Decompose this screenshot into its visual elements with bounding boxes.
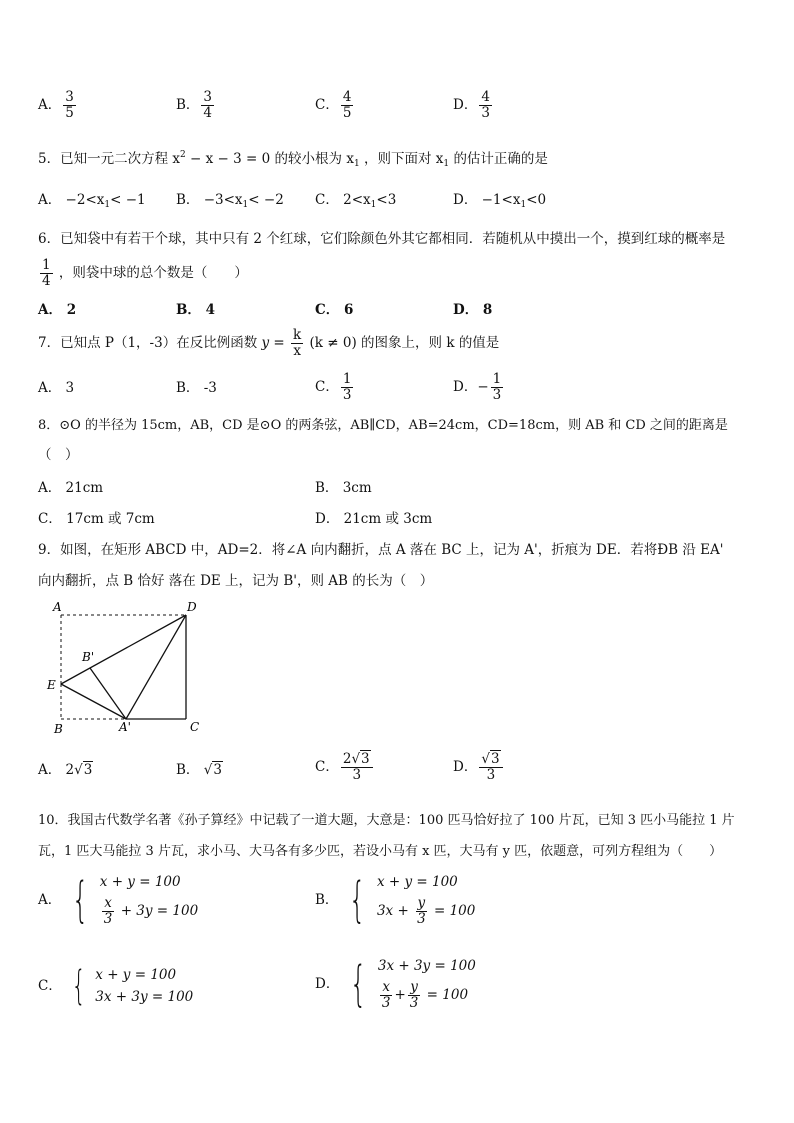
q5-option-b[interactable]: B． $-3<x_1< -2$ [176,192,284,210]
q9-option-b[interactable]: B． √3 [176,762,222,778]
q4-option-a[interactable] [38,90,78,121]
q9-option-d[interactable]: D． $\frac{√3}{3}$ [453,752,505,783]
q6-option-b[interactable]: B． 4 [176,302,216,318]
q8-option-d[interactable]: D． 21cm 或 3cm [315,511,433,527]
brace-icon: { [349,872,367,929]
q4-option-b[interactable] [176,90,216,121]
label-a: A [53,600,62,614]
q6-stem-line2: $\frac{1}{4}$ ，则袋中球的总个数是（ ） [42,257,248,289]
q9-option-a[interactable]: A． 2√3 [38,762,93,778]
fraction: $\frac{1}{4}$ [42,257,51,289]
label-c: C [190,720,200,734]
label-e: E [47,678,56,692]
q9-option-c[interactable]: C． $\frac{2√3}{3}$ [315,752,375,783]
q10-option-a[interactable]: A． { x + y = 100 $\frac{x}{3}$ + 3y = 100 [38,872,199,929]
q7-option-c[interactable]: C． $\frac{1}{3}$ [315,371,352,403]
segment-d-a-prime [126,615,186,719]
label-d: D [187,600,197,614]
label-b: B [54,722,63,736]
brace-icon: { [350,956,368,1013]
fraction: $\frac{3}{5}$ [65,89,74,121]
q7-option-d[interactable]: D． − $\frac{1}{3}$ [453,371,502,403]
q7-stem: 7．已知点 P（1，-3）在反比例函数 y = $\frac{k}{x}$ (k ≠ 0) 的图象上，则 k 的值是 [38,327,500,359]
q10-option-c[interactable]: C． { x + y = 100 3x + 3y = 100 [38,963,194,1009]
q7-option-a[interactable]: A． 3 [38,380,75,396]
label-b-prime: B' [82,650,95,664]
q5-option-d[interactable]: D． $-1<x_1<0$ [453,192,547,210]
q5-option-a[interactable]: A． $-2<x_1< -1$ [38,192,146,210]
q9-stem-line2: 向内翻折，点 B 恰好 落在 DE 上，记为 B'，则 AB 的长为（ ） [38,573,434,589]
q8-stem-line1: 8．⊙O 的半径为 15cm，AB，CD 是⊙O 的两条弦，AB∥CD，AB=24cm，CD=18cm，则 AB 和 CD 之间的距离是 [38,418,728,433]
segment-e-d [61,615,186,684]
q8-option-c[interactable]: C． 17cm 或 7cm [38,511,155,527]
q5-stem: 5．已知一元二次方程 $x^2 - x - 3 = 0$ 的较小根为 $x_1$ ，则下面对 $x_1$ 的估计正确的是 [38,150,548,169]
fraction: $\frac{4}{5}$ [342,89,352,121]
q4-option-d[interactable] [453,90,494,121]
segment-b-prime-a-prime [90,668,126,719]
q6-option-a[interactable]: A． 2 [38,302,77,318]
q10-stem-line2: 瓦，1 匹大马能拉 3 片瓦，求小马、大马各有多少匹，若设小马有 x 匹，大马有 y 匹，依题意，可列方程组为（ ） [38,844,723,859]
q10-option-b[interactable]: B． { x + y = 100 3x + $\frac{y}{3}$ = 100 [315,872,476,929]
q10-option-d[interactable]: D． { 3x + 3y = 100 $\frac{x}{3}$ + $\frac{y}{3}$ = 100 [315,956,476,1013]
fraction: $\frac{3}{4}$ [203,89,213,121]
sqrt-symbol: √ [74,762,83,778]
q5-option-c[interactable]: C． $2<x_1<3$ [315,192,397,210]
q8-stem-line2: （ ） [38,447,79,463]
q9-stem-line1: 9．如图，在矩形 ABCD 中，AD=2．将∠A 向内翻折，点 A 落在 BC 上，记为 A'，折痕为 DE．若将ÐB 沿 EA' [38,542,724,558]
q9-figure [44,598,214,738]
brace-icon: { [72,872,89,929]
q8-option-b[interactable]: B． 3cm [315,480,372,496]
q10-stem-line1: 10．我国古代数学名著《孙子算经》中记载了一道大题，大意是：100 匹马恰好拉了 100 片瓦，已知 3 匹小马能拉 1 片 [38,813,735,828]
q8-option-a[interactable]: A． 21cm [38,480,104,496]
option-label: C． [315,97,339,114]
option-label: D． [453,97,478,114]
option-label: B． [176,97,200,114]
segment-e-a-prime [61,684,126,719]
fraction: $\frac{4}{3}$ [481,89,490,121]
brace-icon: { [71,963,86,1009]
q6-option-c[interactable]: C． 6 [315,302,354,318]
q6-option-d[interactable]: D． 8 [453,302,493,318]
fraction: $\frac{k}{x}$ [293,327,302,359]
q7-option-b[interactable]: B． -3 [176,380,217,396]
sqrt-symbol: √ [203,762,213,778]
label-a-prime: A' [119,720,131,734]
option-label: A． [38,97,62,114]
q6-stem-line1: 6．已知袋中有若干个球，其中只有 2 个红球，它们除颜色外其它都相同．若随机从中摸出一个，摸到红球的概率是 [38,231,726,247]
q4-option-c[interactable] [315,90,355,121]
